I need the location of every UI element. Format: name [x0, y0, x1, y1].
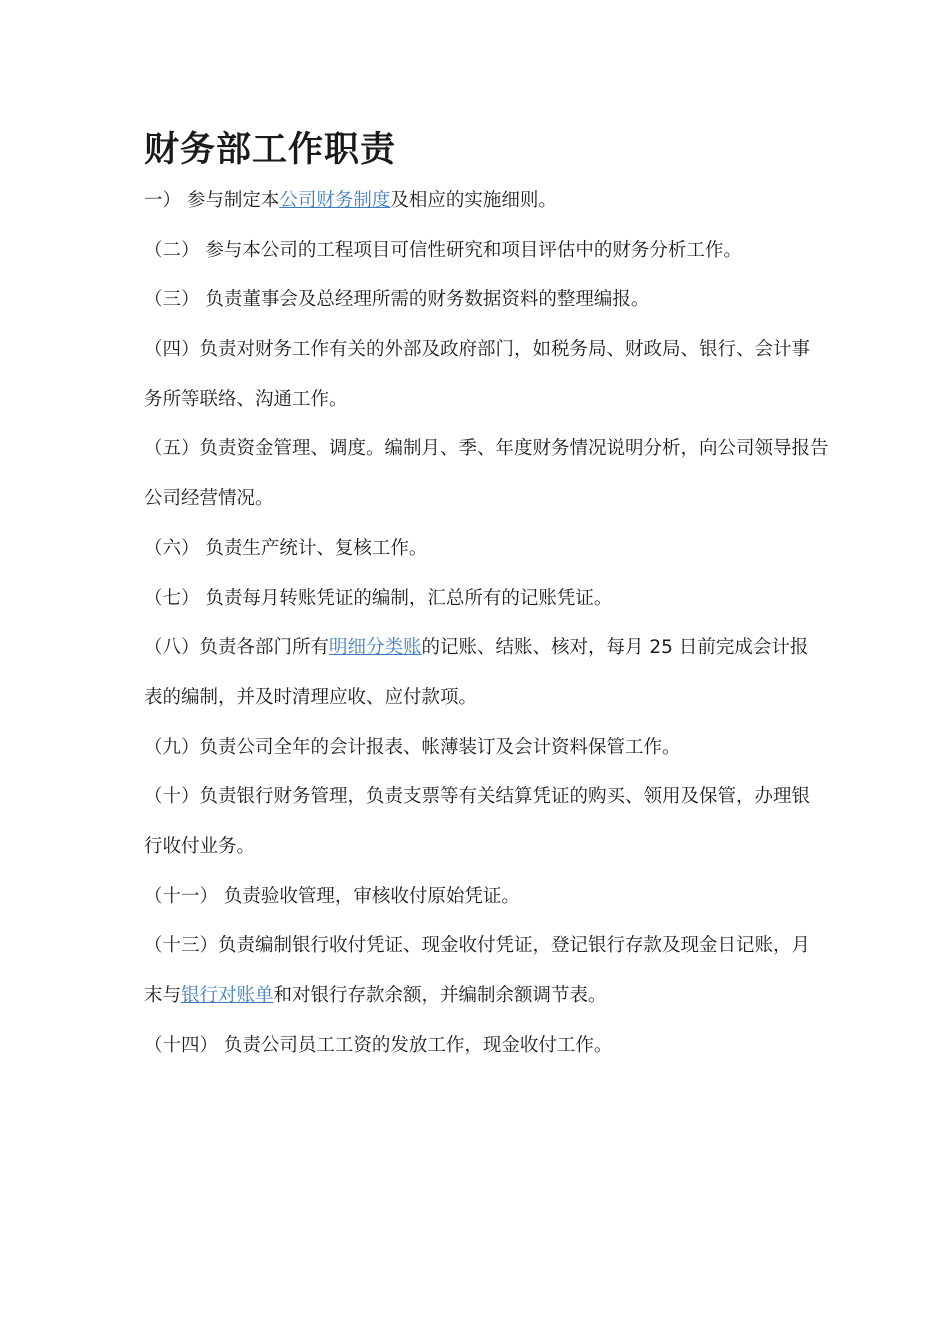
duty-text: （十三）负责编制银行收付凭证、现金收付凭证，登记银行存款及现金日记账，月 — [144, 935, 811, 957]
duty-item-line — [144, 921, 814, 971]
duty-text: （四）负责对财务工作有关的外部及政府部门，如税务局、财政局、银行、会计事 — [144, 339, 811, 361]
duty-text: （七） 负责每月转账凭证的编制，汇总所有的记账凭证。 — [144, 587, 613, 609]
duty-text: （三） 负责董事会及总经理所需的财务数据资料的整理编报。 — [144, 289, 650, 311]
duty-item-line — [144, 1021, 814, 1071]
duty-text: 表的编制，并及时清理应收、应付款项。 — [144, 686, 478, 708]
duty-item — [144, 176, 814, 226]
document-page — [144, 124, 829, 1070]
document-title: 财务部工作职责 — [144, 129, 397, 170]
duty-item-line — [144, 971, 814, 1021]
duty-text: 和对银行存款余额，并编制余额调节表。 — [273, 985, 607, 1006]
duty-item-line — [144, 673, 814, 723]
duty-item-line — [144, 872, 814, 922]
duty-text: 行收付业务。 — [144, 835, 256, 857]
duty-item — [144, 325, 814, 424]
duty-item — [144, 872, 814, 922]
inline-link[interactable]: 公司财务制度 — [279, 190, 391, 211]
duty-item-line — [144, 176, 814, 226]
inline-link[interactable]: 银行对账单 — [181, 985, 274, 1006]
duty-item — [144, 723, 814, 773]
duty-item-line — [144, 325, 814, 375]
duty-item-line — [144, 424, 829, 474]
duty-item — [144, 226, 814, 276]
duty-item-line — [144, 574, 814, 624]
duty-item-line — [144, 474, 814, 524]
duty-item-line — [144, 772, 814, 822]
duty-text: 公司经营情况。 — [144, 488, 274, 510]
duty-item-line — [144, 275, 814, 325]
duty-text: 末与 — [144, 985, 182, 1006]
duty-text: （九）负责公司全年的会计报表、帐薄装订及会计资料保管工作。 — [144, 736, 681, 758]
duty-item-line — [144, 723, 814, 773]
duty-item — [144, 623, 814, 722]
duty-item — [144, 772, 814, 871]
duty-text: （十四） 负责公司员工工资的发放工作，现金收付工作。 — [144, 1034, 613, 1056]
duty-item — [144, 524, 814, 574]
duty-item — [144, 1021, 814, 1071]
duty-text: （五）负责资金管理、调度。编制月、季、年度财务情况说明分析，向公司领导报告 — [144, 438, 829, 460]
duty-item — [144, 574, 814, 624]
duty-text: 务所等联络、沟通工作。 — [144, 388, 348, 410]
duty-item-line — [144, 623, 814, 673]
duty-text: 及相应的实施细则。 — [390, 190, 557, 211]
duty-item-line — [144, 375, 814, 425]
inline-link[interactable]: 明细分类账 — [329, 637, 422, 659]
duty-text: （十）负责银行财务管理，负责支票等有关结算凭证的购买、领用及保管，办理银 — [144, 786, 811, 808]
duty-text: 的记账、结账、核对，每月 25 日前完成会计报 — [421, 637, 809, 659]
duty-item — [144, 424, 829, 523]
duty-text: （二） 参与本公司的工程项目可信性研究和项目评估中的财务分析工作。 — [144, 239, 742, 261]
duty-item-line — [144, 524, 814, 574]
duty-list — [144, 176, 829, 1070]
duty-text: （八）负责各部门所有 — [144, 637, 330, 659]
duty-item — [144, 275, 814, 325]
duty-text: （六） 负责生产统计、复核工作。 — [144, 537, 428, 559]
duty-item-line — [144, 226, 814, 276]
duty-text: （十一） 负责验收管理，审核收付原始凭证。 — [144, 885, 520, 907]
duty-text: 一） 参与制定本 — [144, 190, 280, 211]
duty-item — [144, 921, 814, 1020]
duty-item-line — [144, 822, 814, 872]
